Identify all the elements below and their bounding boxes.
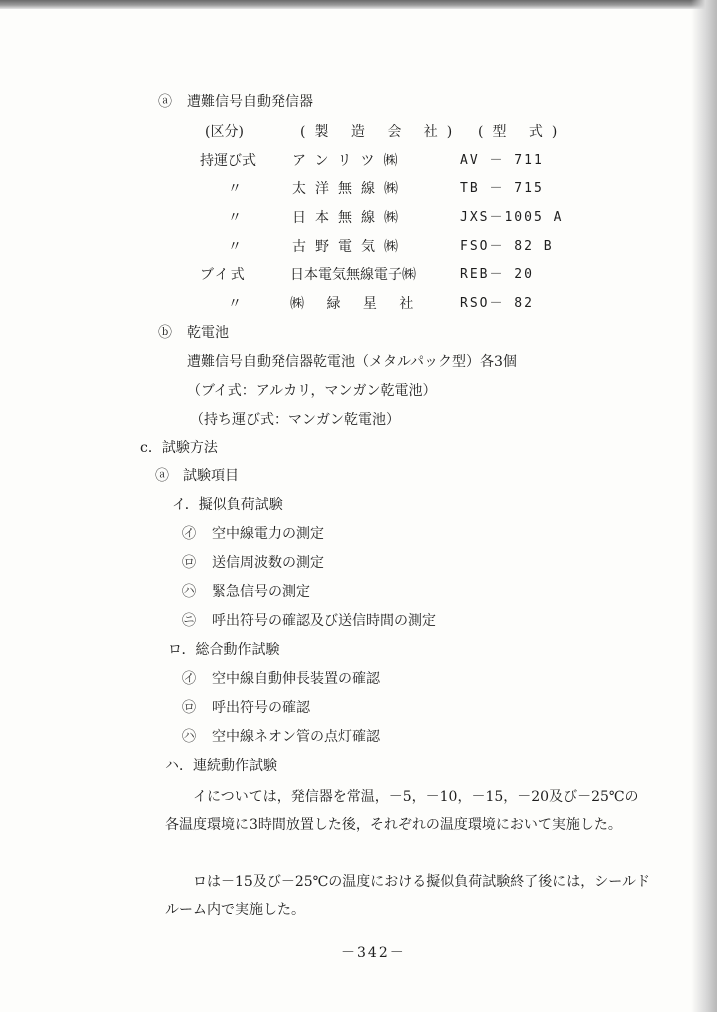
row-4-category: 〃 [228,239,242,255]
group-i-item-1-text: 空中線電力の測定 [212,526,324,542]
row-2-model: TB － 715 [460,181,544,196]
group-i-item-3-text: 緊急信号の測定 [212,584,310,600]
row-6-maker: ㈱ 緑 星 社 [290,296,423,312]
row-3-category: 〃 [228,210,242,226]
group-i-item-4-text: 呼出符号の確認及び送信時間の測定 [212,613,436,629]
scan-top-edge [0,0,717,9]
row-4-maker: 古野電気㈱ [292,239,407,255]
section-b-title: 乾電池 [187,325,229,341]
section-b-line-1: 遭難信号自動発信器乾電池（メタルパック型）各3個 [187,354,517,370]
group-i-item-1-marker: ㋑ [182,526,196,542]
group-ro-title: ロ．総合動作試験 [168,642,280,658]
group-ro-item-1-marker: ㋑ [182,671,196,687]
group-i-item-4-marker: ㋥ [182,613,196,629]
row-1-category: 持運び式 [200,153,256,169]
group-ro-item-3-text: 空中線ネオン管の点灯確認 [212,729,380,745]
header-model: (型 式) [478,124,567,140]
page-number: －342－ [341,945,406,961]
section-b-line-3: （持ち運び式：マンガン乾電池） [190,412,400,428]
group-ha-paragraph-2: ロは－15及び－25℃の温度における擬似負荷試験終了後には，シールドルーム内で実施した。 [165,874,651,918]
group-ha-paragraph-1: イについては，発信器を常温，－5，－10，－15，－20及び－25℃の各温度環境に3時間放置した後，それぞれの温度環境において実施した。 [165,789,639,833]
group-i-item-3-marker: ㋩ [182,584,196,600]
row-3-maker: 日本無線㈱ [292,210,407,226]
row-2-maker: 太洋無線㈱ [292,181,407,197]
group-ro-item-1-text: 空中線自動伸長装置の確認 [212,671,380,687]
row-1-model: AV － 711 [460,153,544,168]
row-6-category: 〃 [228,296,242,312]
group-ha-title: ハ．連続動作試験 [165,758,277,774]
row-4-model: FSO－ 82 B [460,239,554,254]
row-1-maker: アンリツ㈱ [292,153,407,169]
row-5-category: ブイ式 [200,267,247,283]
header-category: (区分) [205,124,244,140]
scan-right-edge-shadow [691,0,717,1012]
section-a-marker: ⓐ [158,94,172,110]
header-maker: (製 造 会 社) [300,124,462,140]
row-5-maker: 日本電気無線電子㈱ [290,267,416,283]
section-c-a-marker: ⓐ [155,468,169,484]
section-b-line-2: （ブイ式：アルカリ，マンガン乾電池） [187,383,437,399]
row-6-model: RSO－ 82 [460,296,534,311]
row-5-model: REB－ 20 [460,267,534,282]
group-ro-item-2-text: 呼出符号の確認 [212,700,310,716]
group-i-item-2-marker: ㋺ [182,555,196,571]
group-i-item-2-text: 送信周波数の測定 [212,555,324,571]
group-ro-item-3-marker: ㋩ [182,729,196,745]
section-b-marker: ⓑ [158,325,172,341]
section-c-a-title: 試験項目 [183,468,239,484]
group-ro-item-2-marker: ㋺ [182,700,196,716]
section-a-title: 遭難信号自動発信器 [187,94,313,110]
row-2-category: 〃 [228,181,242,197]
section-c-title: c．試験方法 [140,440,218,456]
group-i-title: イ．擬似負荷試験 [172,497,283,513]
row-3-model: JXS－1005 A [460,210,564,225]
